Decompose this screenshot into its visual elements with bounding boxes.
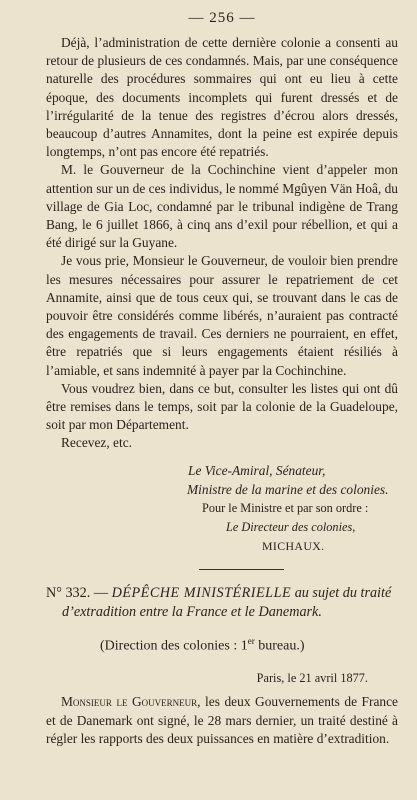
direction-ordinal: er [247, 635, 255, 646]
page-number: — 256 — [188, 10, 256, 26]
paragraph-4: Vous voudrez bien, dans ce but, consulter les listes qui ont dû être remises dans le temps, soit par la colonie de la Guadeloupe, soit par mon Département. [46, 380, 398, 433]
direction-end: bureau.) [254, 638, 305, 654]
dispatch-number: N° 332. — [46, 584, 109, 601]
direction-text: (Direction des colonies : 1 [100, 638, 248, 654]
dispatch-type: DÉPÊCHE MINISTÉRIELLE [111, 584, 292, 601]
paragraph-3: Je vous prie, Monsieur le Gouverneur, de vouloir bien prendre les mesures nécessaires pour assurer le repatriement de cet Annamite, ainsi que de tous ceux qui, se trouvant dans le cas de pouvoir être considérés comme libérés, n’auraient pas contracté des engagements de travail. Ces derniers ne pourraient, en effet, être repatriés que si leurs engagements étaient résiliés à l’amiable, et sans indemnité à payer par la Cochinchine. [46, 253, 398, 378]
section-divider [199, 569, 284, 570]
signature-director: Le Directeur des colonies, [226, 519, 356, 534]
dispatch-dateline: Paris, le 21 avril 1877. [256, 671, 368, 686]
dispatch-body [46, 693, 398, 748]
dispatch-subject-line2: d’extradition entre la France et le Danemark. [62, 603, 322, 620]
dispatch-subject: au sujet du traité [294, 584, 392, 601]
signature-title: Le Vice-Amiral, Sénateur, [188, 462, 326, 478]
dispatch-direction [46, 632, 398, 656]
dispatch-body-text: les deux Gouvernements de France et de Danemark ont signé, le 28 mars dernier, un traité destiné à régler les rapports des deux puissances en matière d’extradition. [46, 694, 398, 746]
paragraph-1: Déjà, l’administration de cette dernière colonie a consenti au retour de plusieurs de ces condamnés. Mais, par une conséquence naturelle des procédures sommaires qui ont eu lieu à cette époque, des documents incomplets qui furent dressés et de l’irrégularité de la tenue des registres d’écrou alors dressés, beaucoup d’autres Annamites, dont la peine est expirée depuis longtemps, n’ont pas encore été repatriés. [46, 35, 398, 160]
closing-formula: Recevez, etc. [61, 435, 132, 451]
signature-name: MICHAUX. [262, 538, 325, 553]
paragraph-2: M. le Gouverneur de la Cochinchine vient d’appeler mon attention sur un de ces individus, le nommé Mgûyen Vän Hoâ, du village de Gia Loc, condamné par le tribunal indigène de Trang Bang, le 6 juillet 1866, à cinq ans d’exil pour rébellion, et qui a été dirigé sur la Guyane. [46, 162, 398, 251]
signature-delegation: Pour le Ministre et par son ordre : [202, 500, 369, 515]
dispatch-salutation: Monsieur le Gouverneur, [61, 694, 201, 710]
signature-office: Ministre de la marine et des colonies. [187, 481, 389, 497]
signature-block [46, 461, 398, 556]
dispatch-heading [46, 584, 398, 622]
